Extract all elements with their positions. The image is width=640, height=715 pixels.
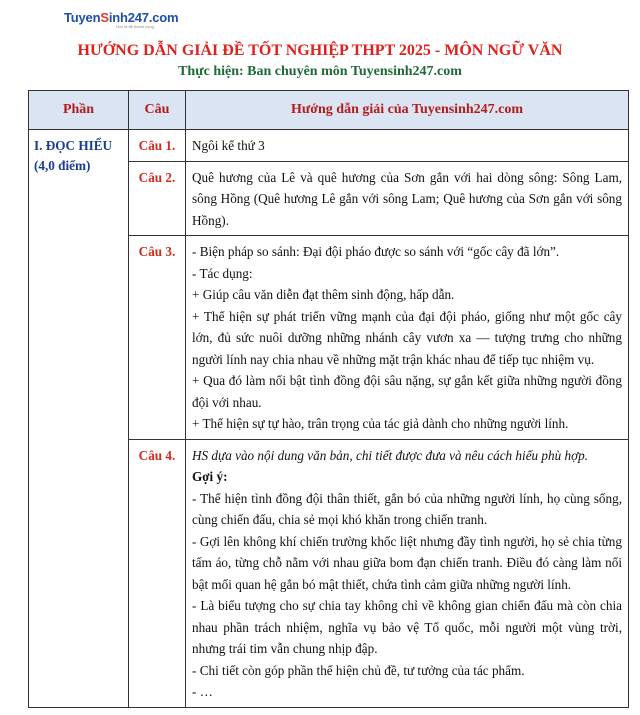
- document-title: HƯỚNG DẪN GIẢI ĐỀ TỐT NGHIỆP THPT 2025 - MÔN NGỮ VĂN: [77, 42, 563, 59]
- answer-table: [28, 90, 629, 708]
- section-cell: [29, 130, 129, 708]
- header-answer: Hướng dẫn giải của Tuyensinh247.com: [186, 91, 629, 130]
- answer-cell: [186, 161, 629, 236]
- question-label: Câu 2.: [129, 161, 186, 236]
- table-header-row: [29, 91, 629, 130]
- logo-prefix: Tuyen: [64, 10, 101, 25]
- answer-line: - Tác dụng:: [192, 265, 253, 281]
- answer-line: - Chi tiết còn góp phần thể hiện chủ đề, tư tưởng của tác phẩm.: [192, 662, 525, 678]
- answer-line: - Là biểu tượng cho sự chia tay không chỉ về không gian chiến đấu mà còn chia nhau phần trách nhiệm, nghĩa vụ bảo vệ Tổ quốc, mỗi người một vùng trời, nhưng trái tim vẫn chung nhịp đập.: [192, 598, 622, 656]
- site-logo[interactable]: [64, 10, 178, 32]
- question-label: Câu 3.: [129, 236, 186, 440]
- answer-intro: HS dựa vào nội dung văn bản, chi tiết được đưa và nêu cách hiểu phù hợp.: [192, 447, 589, 463]
- answer-line: Ngôi kể thứ 3: [192, 138, 265, 153]
- table-row: [29, 130, 629, 162]
- answer-line: - Thể hiện tình đồng đội thân thiết, gắn bó của những người lính, họ cùng sống, cùng chiến đấu, chia sẻ mọi khó khăn trong chiến tranh.: [192, 490, 622, 527]
- header-part: Phần: [29, 91, 129, 130]
- answer-line: - …: [192, 684, 213, 699]
- answer-line: Quê hương của Lê và quê hương của Sơn gắn với hai dòng sông: Sông Lam, sông Hồng (Quê hương Lê gắn với sông Lam; Quê hương của Sơn gắn với sông Hồng).: [192, 169, 622, 228]
- answer-hint: Gợi ý:: [192, 469, 228, 484]
- answer-cell: [186, 439, 629, 707]
- question-label: Câu 4.: [129, 439, 186, 707]
- logo-highlight: S: [100, 10, 109, 25]
- answer-line: + Giúp câu văn diễn đạt thêm sinh động, hấp dẫn.: [192, 287, 455, 302]
- section-title: I. ĐỌC HIỂU: [34, 138, 113, 153]
- answer-line: + Thể hiện sự tự hào, trân trọng của tác giả dành cho những người lính.: [192, 416, 569, 431]
- answer-line: - Biện pháp so sánh: Đại đội pháo được so sánh với “gốc cây đã lớn”.: [192, 244, 560, 259]
- logo-tagline: Học là để thành công: [116, 24, 154, 29]
- answer-cell: [186, 236, 629, 440]
- answer-cell: [186, 130, 629, 162]
- question-label: Câu 1.: [129, 130, 186, 162]
- section-points: (4,0 điểm): [34, 158, 91, 173]
- answer-line: + Thể hiện sự phát triển vững mạnh của đại đội pháo, giống như một gốc cây lớn, đủ sức nuôi dưỡng những nhánh cây vươn xa — tượng trưng cho những người lính nay chia nhau về những mặt trận khác nhau để tiếp tục nhiệm vụ.: [192, 308, 622, 367]
- logo-suffix: inh247.com: [108, 10, 179, 25]
- document-subtitle: Thực hiện: Ban chuyên môn Tuyensinh247.com: [178, 64, 462, 79]
- answer-line: - Gợi lên không khí chiến trường khốc liệt nhưng đầy tình người, họ sẻ chia từng tấm áo, từng chỗ nằm với nhau giữa bom đạn chiến tranh. Điều đó càng làm nổi bật mối quan hệ gắn bó mật thiết, chứa tình cảm giữa những người lính.: [192, 533, 622, 592]
- header-question: Câu: [129, 91, 186, 130]
- answer-line: + Qua đó làm nổi bật tình đồng đội sâu nặng, sự gắn kết giữa những người đồng đội với nhau.: [192, 373, 622, 410]
